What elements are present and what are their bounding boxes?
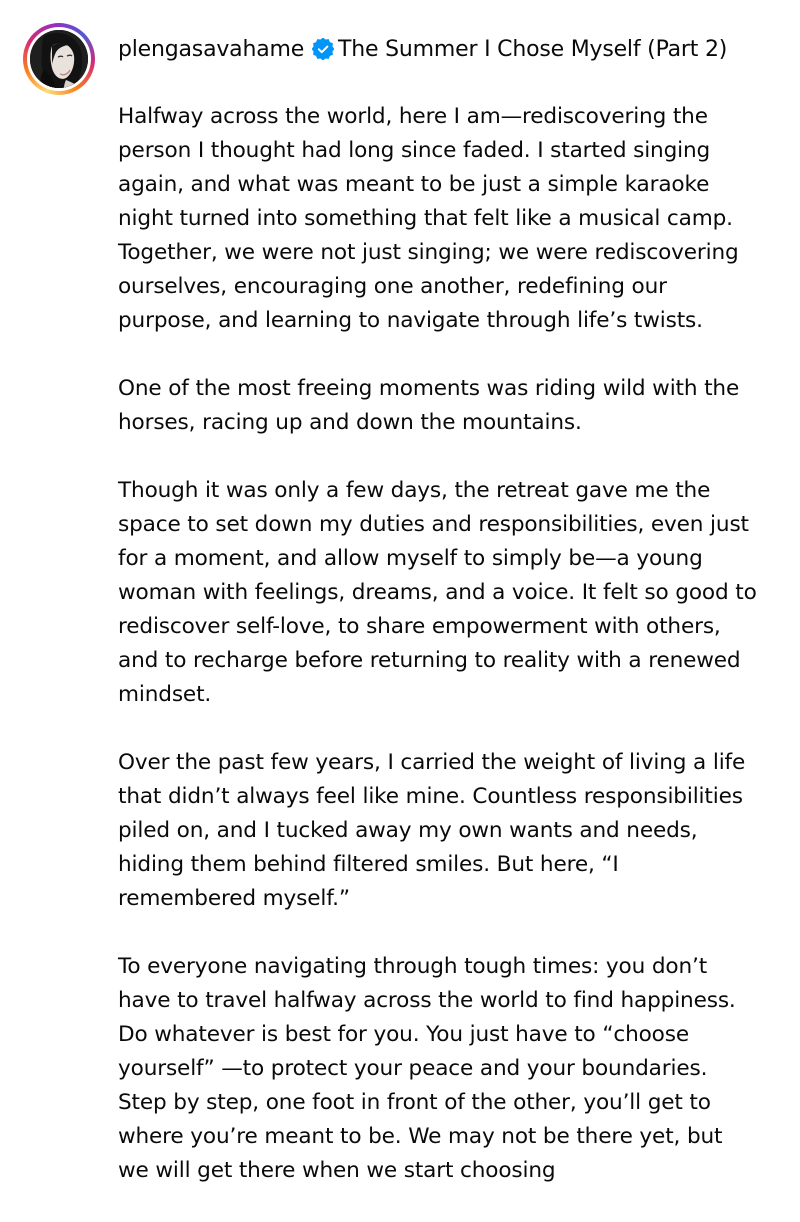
caption-paragraph: To everyone navigating through tough times: you don’t have to travel halfway across the world to find happiness. Do whatever is best for you. You just have to “choose yourself” —to protect your peace and your boundaries. Step by step, one foot in front of the other, you’ll get to where you’re meant to be. We may not be there yet, but we will get there when we start choosing [118, 954, 736, 1183]
caption-paragraph: One of the most freeing moments was riding wild with the horses, racing up and down the mountains. [118, 376, 740, 435]
username-link[interactable]: plengasavahame [118, 36, 305, 62]
post-caption [118, 100, 758, 1222]
post-header [118, 33, 727, 65]
caption-paragraph: Halfway across the world, here I am—rediscovering the person I thought had long since faded. I started singing again, and what was meant to be just a simple karaoke night turned into something that felt like a musical camp. Together, we were not just singing; we were rediscovering ourselves, encouraging one another, redefining our purpose, and learning to navigate through life’s twists. [118, 104, 739, 333]
avatar-border [27, 27, 91, 91]
avatar-photo [30, 30, 88, 88]
caption-paragraph: Though it was only a few days, the retreat gave me the space to set down my duties and responsibilities, even just for a moment, and allow myself to simply be—a young woman with feelings, dreams, and a voice. It felt so good to rediscover self-love, to share empowerment with others, and to recharge before returning to reality with a renewed mindset. [118, 478, 757, 707]
profile-photo-icon [30, 30, 88, 88]
post-title: The Summer I Chose Myself (Part 2) [338, 36, 728, 62]
caption-paragraph: Over the past few years, I carried the weight of living a life that didn’t always feel like mine. Countless responsibilities piled on, and I tucked away my own wants and needs, hiding them behind filtered smiles. But here, “I remembered myself.” [118, 750, 746, 911]
verified-badge-icon [312, 38, 334, 60]
avatar[interactable] [23, 23, 95, 95]
